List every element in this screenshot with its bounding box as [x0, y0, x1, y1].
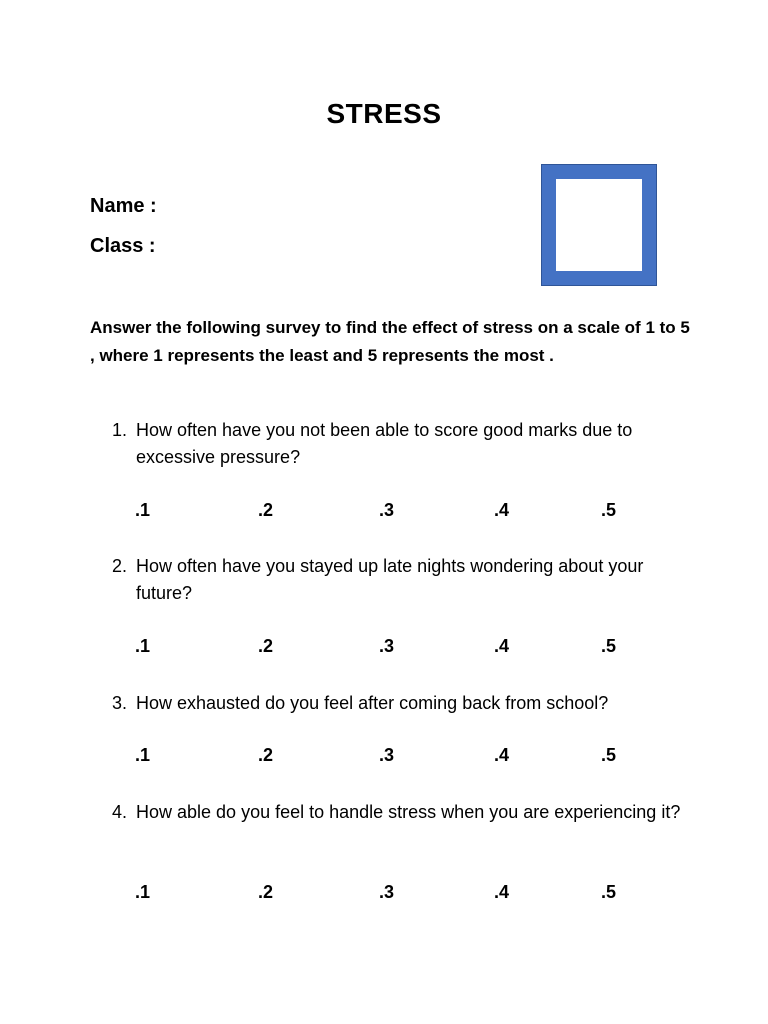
scale-option[interactable]: .3	[379, 882, 395, 902]
question-text: How exhausted do you feel after coming back from school?	[136, 693, 609, 713]
page-title: STRESS	[326, 98, 442, 129]
scale-option[interactable]: .1	[135, 636, 151, 656]
scale-option[interactable]: .3	[379, 745, 395, 765]
scale-option[interactable]: .1	[135, 882, 151, 902]
question-4	[112, 799, 682, 826]
scale-option[interactable]: .2	[258, 500, 274, 520]
scale-option[interactable]: .4	[494, 745, 510, 765]
question-text: How able do you feel to handle stress when you are experiencing it?	[136, 802, 681, 822]
instructions-text: Answer the following survey to find the effect of stress on a scale of 1 to 5 , where 1 represents the least and 5 represents the most .	[90, 318, 690, 365]
question-number: 3.	[112, 693, 128, 713]
scale-option[interactable]: .2	[258, 882, 274, 902]
scale-option[interactable]: .1	[135, 745, 151, 765]
scale-option[interactable]: .5	[601, 745, 617, 765]
scale-option[interactable]: .4	[494, 500, 510, 520]
question-number: 4.	[112, 802, 128, 822]
scale-options-2	[0, 636, 768, 660]
scale-option[interactable]: .4	[494, 636, 510, 656]
scale-option[interactable]: .1	[135, 500, 151, 520]
scale-option[interactable]: .3	[379, 636, 395, 656]
class-label: Class :	[90, 235, 156, 257]
scale-options-4	[0, 882, 768, 906]
scale-option[interactable]: .5	[601, 500, 617, 520]
question-2	[112, 553, 682, 607]
scale-options-3	[0, 745, 768, 769]
question-number: 1.	[112, 420, 128, 440]
question-text: How often have you stayed up late nights wondering about your future?	[136, 556, 644, 603]
scale-option[interactable]: .5	[601, 636, 617, 656]
question-text: How often have you not been able to score good marks due to excessive pressure?	[136, 420, 633, 467]
scale-options-1	[0, 500, 768, 524]
question-3	[112, 690, 682, 717]
scale-option[interactable]: .5	[601, 882, 617, 902]
scale-option[interactable]: .3	[379, 500, 395, 520]
photo-box	[542, 165, 656, 285]
name-label: Name :	[90, 195, 157, 217]
scale-option[interactable]: .4	[494, 882, 510, 902]
scale-option[interactable]: .2	[258, 636, 274, 656]
question-1	[112, 417, 682, 471]
scale-option[interactable]: .2	[258, 745, 274, 765]
question-number: 2.	[112, 556, 128, 576]
